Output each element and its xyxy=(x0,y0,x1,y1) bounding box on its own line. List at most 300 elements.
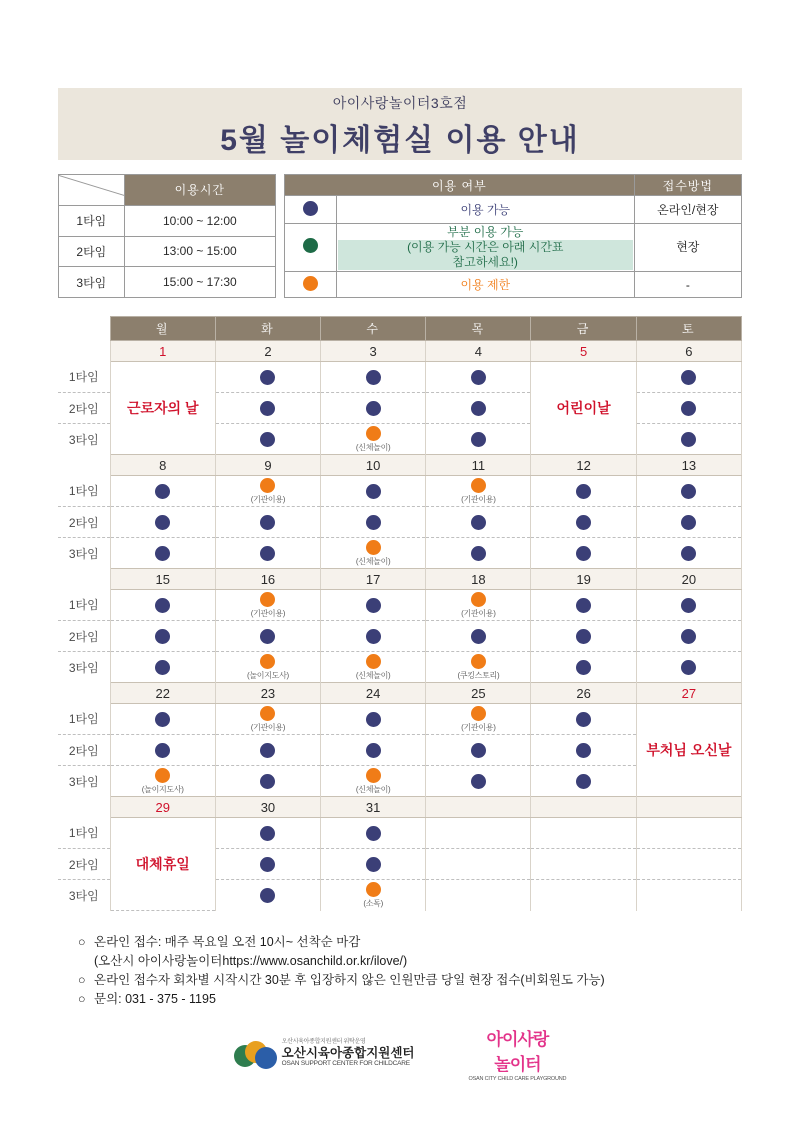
circle-blue-icon xyxy=(155,660,170,675)
calendar-slot-cell xyxy=(321,362,426,393)
weekday-mon: 월 xyxy=(110,317,215,341)
calendar-slot-cell xyxy=(636,393,741,424)
calendar-slot-cell xyxy=(215,652,320,683)
circle-blue-icon xyxy=(155,629,170,644)
circle-blue-icon xyxy=(681,484,696,499)
calendar-slot-cell xyxy=(321,621,426,652)
calendar-slot-cell xyxy=(636,849,741,880)
calendar-corner-cell xyxy=(58,317,110,341)
calendar-slot-cell xyxy=(426,590,531,621)
calendar-slot-label: 3타임 xyxy=(58,424,110,455)
circle-blue-icon xyxy=(366,826,381,841)
legend-partial-line2: (이용 가능 시간은 아래 시간표 xyxy=(338,240,633,255)
circle-blue-icon xyxy=(366,484,381,499)
calendar-date-cell: 27 xyxy=(636,683,741,704)
circle-orange-icon xyxy=(260,478,275,493)
circle-blue-icon xyxy=(681,432,696,447)
calendar-slot-cell xyxy=(110,766,215,797)
legend-label-partial xyxy=(336,224,634,272)
legend-label-available: 이용 가능 xyxy=(336,196,634,224)
calendar-slot-cell xyxy=(321,818,426,849)
calendar-date-cell xyxy=(426,797,531,818)
time-table-header: 이용시간 xyxy=(124,175,275,206)
calendar-date-cell: 22 xyxy=(110,683,215,704)
calendar-slot-cell xyxy=(531,476,636,507)
method-header: 접수방법 xyxy=(634,175,741,196)
circle-orange-icon xyxy=(366,426,381,441)
calendar-slot-cell xyxy=(321,849,426,880)
calendar-slot-cell xyxy=(321,652,426,683)
calendar-slot-cell xyxy=(215,538,320,569)
calendar-slot-cell xyxy=(531,880,636,911)
holiday-label: 부처님 오신날 xyxy=(646,742,732,758)
calendar-slot-cell xyxy=(531,818,636,849)
logo1-small-text: 오산시육아종합지원센터 위탁운영 xyxy=(281,1039,366,1046)
legend-dot-restricted-cell xyxy=(285,272,337,298)
calendar-slot-cell xyxy=(321,880,426,911)
calendar-slot-cell xyxy=(110,621,215,652)
calendar-slot-row xyxy=(58,507,742,538)
table-row xyxy=(59,267,276,298)
calendar-slot-cell xyxy=(426,393,531,424)
slot-caption: (기관이용) xyxy=(461,608,496,618)
sc-mark-icon xyxy=(234,1039,276,1069)
circle-orange-icon xyxy=(155,768,170,783)
circle-blue-icon xyxy=(366,857,381,872)
holiday-label: 근로자의 날 xyxy=(126,400,199,416)
circle-blue-icon xyxy=(576,484,591,499)
calendar-date-cell: 29 xyxy=(110,797,215,818)
calendar-slot-label: 1타임 xyxy=(58,476,110,507)
circle-blue-icon xyxy=(576,598,591,613)
calendar-slot-cell xyxy=(215,849,320,880)
note-line xyxy=(78,933,742,952)
legend-section xyxy=(58,174,742,298)
circle-blue-icon xyxy=(260,826,275,841)
calendar-date-cell: 15 xyxy=(110,569,215,590)
calendar-date-cell xyxy=(531,797,636,818)
circle-blue-icon xyxy=(260,888,275,903)
calendar-slot-cell xyxy=(215,507,320,538)
calendar-slot-cell xyxy=(426,621,531,652)
calendar-slot-cell xyxy=(636,476,741,507)
calendar-slot-label: 3타임 xyxy=(58,652,110,683)
calendar-slot-cell xyxy=(110,735,215,766)
circle-blue-icon xyxy=(576,546,591,561)
slot-caption: (기관이용) xyxy=(250,608,286,618)
table-row xyxy=(285,224,742,272)
bullet-icon: ○ xyxy=(78,935,86,949)
logo1-english: OSAN SUPPORT CENTER FOR CHILDCARE xyxy=(281,1060,410,1068)
calendar-slot-row xyxy=(58,704,742,735)
bullet-icon: ○ xyxy=(78,973,86,987)
circle-blue-icon xyxy=(576,515,591,530)
calendar-slot-label: 1타임 xyxy=(58,704,110,735)
calendar-date-row-spacer xyxy=(58,683,110,704)
weekday-wed: 수 xyxy=(321,317,426,341)
slot-caption: (기관이용) xyxy=(461,494,496,504)
calendar-slot-cell xyxy=(531,849,636,880)
circle-blue-icon xyxy=(155,484,170,499)
calendar-slot-label: 2타임 xyxy=(58,735,110,766)
calendar-slot-cell xyxy=(215,818,320,849)
calendar-date-cell: 13 xyxy=(636,455,741,476)
calendar-slot-cell xyxy=(426,362,531,393)
calendar-slot-cell xyxy=(321,538,426,569)
calendar-slot-cell xyxy=(426,849,531,880)
calendar-slot-label: 3타임 xyxy=(58,766,110,797)
calendar-slot-cell xyxy=(531,766,636,797)
calendar-date-cell: 20 xyxy=(636,569,741,590)
time-slot-value: 10:00 ~ 12:00 xyxy=(124,205,275,236)
circle-orange-icon xyxy=(471,592,486,607)
circle-blue-icon xyxy=(260,401,275,416)
circle-blue-icon xyxy=(260,432,275,447)
calendar-holiday-cell xyxy=(531,362,636,455)
circle-blue-icon xyxy=(576,743,591,758)
calendar-date-row xyxy=(58,569,742,590)
calendar-date-row xyxy=(58,341,742,362)
calendar-slot-cell xyxy=(426,880,531,911)
calendar-slot-cell xyxy=(321,507,426,538)
circle-orange-icon xyxy=(260,592,275,607)
calendar-date-cell: 5 xyxy=(531,341,636,362)
calendar-slot-cell xyxy=(110,538,215,569)
circle-blue-icon xyxy=(366,743,381,758)
slot-caption: (놀이지도사) xyxy=(247,670,289,680)
circle-blue-icon xyxy=(576,712,591,727)
calendar-slot-cell xyxy=(110,507,215,538)
calendar-date-row-spacer xyxy=(58,455,110,476)
calendar-slot-cell xyxy=(321,766,426,797)
usage-legend-table xyxy=(284,174,742,298)
calendar-date-cell: 12 xyxy=(531,455,636,476)
circle-blue-icon xyxy=(155,546,170,561)
circle-blue-icon xyxy=(366,598,381,613)
circle-orange-icon xyxy=(471,654,486,669)
calendar-date-cell: 3 xyxy=(321,341,426,362)
logo1-name: 오산시육아종합지원센터 xyxy=(281,1046,415,1061)
calendar-slot-cell xyxy=(636,652,741,683)
slot-caption: (신체놀이) xyxy=(355,784,391,794)
note-text: 문의: 031 - 375 - 1195 xyxy=(94,992,216,1006)
calendar-slot-label: 1타임 xyxy=(58,818,110,849)
table-row xyxy=(285,272,742,298)
calendar-slot-cell xyxy=(215,362,320,393)
note-text: 온라인 접수: 매주 목요일 오전 10시~ 선착순 마감 xyxy=(94,935,361,949)
calendar-body xyxy=(58,341,742,911)
calendar-date-row xyxy=(58,455,742,476)
calendar-slot-cell xyxy=(215,766,320,797)
calendar-slot-label: 2타임 xyxy=(58,393,110,424)
circle-blue-icon xyxy=(366,401,381,416)
calendar-slot-cell xyxy=(215,621,320,652)
calendar-slot-label: 3타임 xyxy=(58,880,110,911)
circle-blue-icon xyxy=(471,370,486,385)
calendar-date-cell: 30 xyxy=(215,797,320,818)
calendar-slot-cell xyxy=(215,590,320,621)
calendar-slot-cell xyxy=(426,704,531,735)
calendar-slot-cell xyxy=(321,393,426,424)
calendar-date-row xyxy=(58,797,742,818)
note-line xyxy=(78,990,742,1009)
calendar-date-cell: 31 xyxy=(321,797,426,818)
circle-blue-icon xyxy=(260,774,275,789)
circle-blue-icon xyxy=(576,774,591,789)
calendar-slot-cell xyxy=(321,735,426,766)
calendar-holiday-cell xyxy=(110,818,215,911)
calendar-slot-cell xyxy=(426,538,531,569)
note-line xyxy=(78,971,742,990)
calendar-slot-row xyxy=(58,652,742,683)
calendar-slot-cell xyxy=(110,652,215,683)
calendar-slot-row xyxy=(58,362,742,393)
circle-orange-icon xyxy=(366,654,381,669)
slot-caption: (소독) xyxy=(363,898,383,908)
slot-caption: (신체놀이) xyxy=(355,670,391,680)
calendar-slot-cell xyxy=(636,818,741,849)
calendar-date-cell: 24 xyxy=(321,683,426,704)
circle-blue-icon xyxy=(681,660,696,675)
circle-blue-icon xyxy=(681,598,696,613)
legend-method-partial: 현장 xyxy=(634,224,741,272)
calendar-slot-label: 1타임 xyxy=(58,362,110,393)
circle-blue-icon xyxy=(303,201,318,216)
circle-blue-icon xyxy=(260,515,275,530)
calendar-slot-cell xyxy=(636,362,741,393)
slot-caption: (기관이용) xyxy=(250,494,286,504)
circle-blue-icon xyxy=(260,546,275,561)
circle-blue-icon xyxy=(260,857,275,872)
circle-blue-icon xyxy=(366,629,381,644)
time-slot-value: 13:00 ~ 15:00 xyxy=(124,236,275,267)
calendar-slot-cell xyxy=(426,766,531,797)
circle-orange-icon xyxy=(471,706,486,721)
circle-blue-icon xyxy=(681,546,696,561)
calendar-slot-cell xyxy=(215,476,320,507)
slot-caption: (기관이용) xyxy=(250,722,286,732)
calendar-slot-cell xyxy=(321,424,426,455)
logo2-line2: 놀이터 xyxy=(494,1055,541,1074)
calendar-slot-cell xyxy=(531,735,636,766)
calendar-slot-row xyxy=(58,818,742,849)
calendar-date-row xyxy=(58,683,742,704)
calendar-slot-cell xyxy=(110,476,215,507)
calendar-slot-cell xyxy=(215,704,320,735)
legend-method-restricted: - xyxy=(634,272,741,298)
calendar-slot-cell xyxy=(321,704,426,735)
circle-orange-icon xyxy=(260,654,275,669)
note-text: 온라인 접수자 회차별 시작시간 30분 후 입장하지 않은 인원만큼 당일 현장 접수(비회원도 가능) xyxy=(94,973,605,987)
circle-orange-icon xyxy=(303,276,318,291)
time-table xyxy=(58,174,276,298)
calendar-slot-cell xyxy=(426,652,531,683)
calendar-date-cell: 2 xyxy=(215,341,320,362)
weekday-tue: 화 xyxy=(215,317,320,341)
calendar-date-cell: 26 xyxy=(531,683,636,704)
calendar-slot-label: 2타임 xyxy=(58,621,110,652)
note-sub-line: (오산시 아이사랑놀이터https://www.osanchild.or.kr/ilove/) xyxy=(94,954,408,968)
calendar-slot-cell xyxy=(215,424,320,455)
circle-blue-icon xyxy=(471,515,486,530)
circle-blue-icon xyxy=(366,370,381,385)
circle-blue-icon xyxy=(681,629,696,644)
calendar-date-cell xyxy=(636,797,741,818)
calendar-slot-cell xyxy=(636,590,741,621)
calendar-date-row-spacer xyxy=(58,341,110,362)
calendar-header-row xyxy=(58,317,742,341)
calendar-date-cell: 19 xyxy=(531,569,636,590)
slot-caption: (신체놀이) xyxy=(355,556,391,566)
circle-blue-icon xyxy=(576,629,591,644)
footer-logos xyxy=(0,1025,800,1082)
circle-blue-icon xyxy=(471,743,486,758)
calendar-date-cell: 6 xyxy=(636,341,741,362)
calendar-slot-cell xyxy=(110,590,215,621)
table-row xyxy=(285,196,742,224)
calendar-date-cell: 9 xyxy=(215,455,320,476)
page-title: 5월 놀이체험실 이용 안내 xyxy=(220,124,580,157)
calendar-slot-row xyxy=(58,476,742,507)
usage-header: 이용 여부 xyxy=(285,175,635,196)
circle-blue-icon xyxy=(471,774,486,789)
calendar-slot-cell xyxy=(636,538,741,569)
circle-blue-icon xyxy=(155,743,170,758)
circle-orange-icon xyxy=(366,540,381,555)
calendar-slot-row xyxy=(58,538,742,569)
circle-blue-icon xyxy=(471,629,486,644)
calendar-date-row-spacer xyxy=(58,797,110,818)
calendar-date-cell: 4 xyxy=(426,341,531,362)
calendar-date-cell: 16 xyxy=(215,569,320,590)
circle-blue-icon xyxy=(366,515,381,530)
calendar-slot-row xyxy=(58,590,742,621)
legend-partial-line1: 부분 이용 가능 xyxy=(447,225,524,239)
legend-dot-partial-cell xyxy=(285,224,337,272)
calendar-slot-cell xyxy=(531,652,636,683)
calendar-date-row-spacer xyxy=(58,569,110,590)
legend-method-available: 온라인/현장 xyxy=(634,196,741,224)
circle-blue-icon xyxy=(681,401,696,416)
calendar-table xyxy=(58,316,742,911)
circle-blue-icon xyxy=(260,743,275,758)
circle-orange-icon xyxy=(366,882,381,897)
calendar-date-cell: 18 xyxy=(426,569,531,590)
diagonal-cell xyxy=(59,175,125,206)
time-slot-label: 1타임 xyxy=(59,205,125,236)
circle-orange-icon xyxy=(366,768,381,783)
calendar-slot-cell xyxy=(636,880,741,911)
circle-blue-icon xyxy=(576,660,591,675)
calendar-slot-cell xyxy=(215,735,320,766)
calendar-slot-cell xyxy=(531,621,636,652)
calendar-slot-cell xyxy=(321,476,426,507)
osan-center-logo xyxy=(234,1039,415,1069)
circle-blue-icon xyxy=(155,712,170,727)
circle-blue-icon xyxy=(681,370,696,385)
calendar-date-cell: 10 xyxy=(321,455,426,476)
time-slot-label: 3타임 xyxy=(59,267,125,298)
calendar-slot-cell xyxy=(215,880,320,911)
calendar-slot-label: 3타임 xyxy=(58,538,110,569)
circle-green-icon xyxy=(303,238,318,253)
calendar-date-cell: 17 xyxy=(321,569,426,590)
calendar-slot-cell xyxy=(426,424,531,455)
circle-blue-icon xyxy=(471,401,486,416)
circle-blue-icon xyxy=(366,712,381,727)
legend-dot-available-cell xyxy=(285,196,337,224)
calendar-date-cell: 8 xyxy=(110,455,215,476)
table-row xyxy=(59,205,276,236)
time-slot-value: 15:00 ~ 17:30 xyxy=(124,267,275,298)
time-slot-label: 2타임 xyxy=(59,236,125,267)
weekday-fri: 금 xyxy=(531,317,636,341)
calendar-slot-cell xyxy=(426,818,531,849)
notes-section xyxy=(78,933,742,1009)
calendar-slot-cell xyxy=(531,704,636,735)
slot-caption: (놀이지도사) xyxy=(141,784,184,794)
circle-blue-icon xyxy=(260,629,275,644)
circle-blue-icon xyxy=(471,546,486,561)
slot-caption: (신체놀이) xyxy=(355,442,391,452)
calendar-slot-cell xyxy=(531,538,636,569)
calendar-slot-cell xyxy=(426,735,531,766)
calendar-slot-row xyxy=(58,621,742,652)
calendar-holiday-cell xyxy=(636,704,741,797)
calendar-holiday-cell xyxy=(110,362,215,455)
circle-orange-icon xyxy=(471,478,486,493)
slot-caption: (쿠킹스토리) xyxy=(457,670,500,680)
legend-label-restricted: 이용 제한 xyxy=(336,272,634,298)
calendar-slot-cell xyxy=(321,590,426,621)
calendar-date-cell: 1 xyxy=(110,341,215,362)
slot-caption: (기관이용) xyxy=(461,722,496,732)
circle-orange-icon xyxy=(260,706,275,721)
calendar-date-cell: 11 xyxy=(426,455,531,476)
bullet-icon: ○ xyxy=(78,992,86,1006)
calendar-slot-cell xyxy=(215,393,320,424)
circle-blue-icon xyxy=(260,370,275,385)
weekday-thu: 목 xyxy=(426,317,531,341)
holiday-label: 어린이날 xyxy=(556,400,611,416)
calendar-slot-label: 1타임 xyxy=(58,590,110,621)
page-header xyxy=(58,88,742,160)
circle-blue-icon xyxy=(155,515,170,530)
calendar-slot-label: 2타임 xyxy=(58,507,110,538)
calendar-slot-cell xyxy=(531,507,636,538)
calendar-date-cell: 23 xyxy=(215,683,320,704)
legend-partial-line3: 참고하세요!) xyxy=(338,255,633,270)
circle-blue-icon xyxy=(155,598,170,613)
calendar-slot-cell xyxy=(110,704,215,735)
ilove-playground-logo xyxy=(469,1025,567,1082)
weekday-sat: 토 xyxy=(636,317,741,341)
calendar-slot-cell xyxy=(636,621,741,652)
logo2-line1: 아이사랑 xyxy=(486,1030,549,1049)
calendar-slot-cell xyxy=(636,424,741,455)
calendar-slot-label: 2타임 xyxy=(58,849,110,880)
circle-blue-icon xyxy=(471,432,486,447)
circle-blue-icon xyxy=(681,515,696,530)
table-row xyxy=(59,236,276,267)
header-subtitle: 아이사랑놀이터3호점 xyxy=(332,95,468,111)
logo2-subtext: OSAN CITY CHILD CARE PLAYGROUND xyxy=(468,1076,567,1082)
calendar-slot-cell xyxy=(531,590,636,621)
calendar-slot-cell xyxy=(426,507,531,538)
holiday-label: 대체휴일 xyxy=(135,856,190,872)
calendar-slot-cell xyxy=(426,476,531,507)
calendar-slot-cell xyxy=(636,507,741,538)
